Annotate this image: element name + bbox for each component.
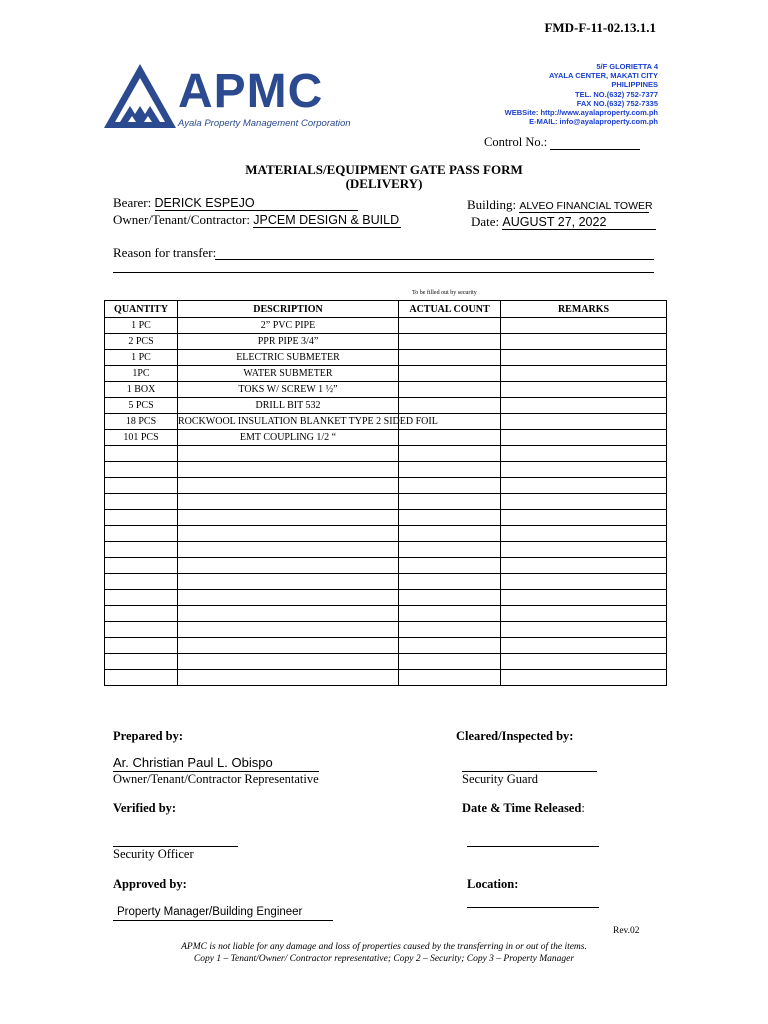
address-line: FAX NO.(632) 752-7335 (576, 98, 658, 108)
remarks-cell[interactable] (501, 622, 667, 638)
description-cell[interactable] (178, 462, 399, 478)
actual-count-cell[interactable] (399, 462, 501, 478)
bearer-field (113, 195, 358, 211)
actual-count-cell[interactable] (399, 478, 501, 494)
remarks-cell[interactable] (501, 558, 667, 574)
description-cell[interactable] (178, 590, 399, 606)
remarks-cell[interactable] (501, 478, 667, 494)
company-address (505, 62, 658, 126)
table-row (105, 350, 667, 366)
building-field (467, 197, 653, 213)
revision: Rev.02 (613, 926, 640, 936)
date-label: Date: (471, 214, 500, 229)
date-value[interactable]: AUGUST 27, 2022 (502, 215, 656, 230)
quantity-cell[interactable] (105, 590, 178, 606)
table-row (105, 638, 667, 654)
remarks-cell[interactable] (501, 606, 667, 622)
remarks-cell[interactable] (501, 398, 667, 414)
actual-count-cell[interactable] (399, 350, 501, 366)
bearer-value[interactable]: DERICK ESPEJO (155, 196, 358, 211)
quantity-cell[interactable] (105, 622, 178, 638)
quantity-cell[interactable]: 1PC (105, 366, 178, 382)
actual-count-cell[interactable] (399, 382, 501, 398)
quantity-cell[interactable] (105, 574, 178, 590)
column-header-actual-count: ACTUAL COUNT (399, 301, 501, 318)
description-cell[interactable]: 2” PVC PIPE (178, 318, 399, 334)
description-cell[interactable] (178, 670, 399, 686)
quantity-cell[interactable] (105, 654, 178, 670)
table-row (105, 590, 667, 606)
datetime-signature-line[interactable] (467, 846, 599, 847)
prepared-role: Owner/Tenant/Contractor Representative (113, 772, 319, 786)
table-row (105, 574, 667, 590)
apmc-logo-icon (102, 62, 178, 130)
actual-count-cell[interactable] (399, 366, 501, 382)
column-header-description: DESCRIPTION (178, 301, 399, 318)
actual-count-cell[interactable] (399, 622, 501, 638)
table-row (105, 334, 667, 350)
actual-count-cell[interactable] (399, 526, 501, 542)
actual-count-cell[interactable] (399, 558, 501, 574)
date-field (471, 214, 656, 230)
owner-label: Owner/Tenant/Contractor: (113, 212, 250, 227)
description-cell[interactable] (178, 494, 399, 510)
table-row (105, 414, 667, 430)
quantity-cell[interactable]: 101 PCS (105, 430, 178, 446)
actual-count-cell[interactable] (399, 654, 501, 670)
table-row (105, 382, 667, 398)
actual-count-cell[interactable] (399, 574, 501, 590)
description-cell[interactable] (178, 606, 399, 622)
table-row (105, 494, 667, 510)
remarks-cell[interactable] (501, 542, 667, 558)
title-line-1: MATERIALS/EQUIPMENT GATE PASS FORM (245, 162, 523, 177)
column-header-remarks: REMARKS (501, 301, 667, 318)
verified-by-label: Verified by: (113, 801, 177, 815)
table-row (105, 526, 667, 542)
remarks-cell[interactable] (501, 526, 667, 542)
table-row (105, 398, 667, 414)
remarks-cell[interactable] (501, 446, 667, 462)
datetime-released-label (462, 801, 585, 816)
quantity-cell[interactable] (105, 510, 178, 526)
table-row (105, 430, 667, 446)
description-cell[interactable] (178, 526, 399, 542)
address-line: TEL. NO.(632) 752-7377 (575, 89, 658, 99)
quantity-cell[interactable] (105, 462, 178, 478)
building-value[interactable]: ALVEO FINANCIAL TOWER (519, 200, 653, 212)
actual-count-cell[interactable] (399, 606, 501, 622)
table-row (105, 654, 667, 670)
description-cell[interactable]: ELECTRIC SUBMETER (178, 350, 399, 366)
table-header-row (105, 301, 667, 318)
actual-count-cell[interactable] (399, 430, 501, 446)
control-number (484, 135, 640, 150)
actual-count-cell[interactable] (399, 318, 501, 334)
description-cell[interactable]: TOKS W/ SCREW 1 ½” (178, 382, 399, 398)
remarks-cell[interactable] (501, 670, 667, 686)
form-code: FMD-F-11-02.13.1.1 (544, 20, 656, 35)
remarks-cell[interactable] (501, 654, 667, 670)
approved-by-label: Approved by: (113, 877, 187, 891)
remarks-cell[interactable] (501, 366, 667, 382)
building-label: Building: (467, 197, 517, 212)
address-line: PHILIPPINES (611, 80, 658, 90)
prepared-by-label: Prepared by: (113, 729, 184, 743)
cleared-role: Security Guard (462, 772, 539, 786)
description-cell[interactable] (178, 478, 399, 494)
table-row (105, 318, 667, 334)
quantity-cell[interactable] (105, 478, 178, 494)
address-line: WEBSite: http://www.ayalaproperty.com.ph (504, 108, 658, 118)
description-cell[interactable] (178, 558, 399, 574)
actual-count-cell[interactable] (399, 542, 501, 558)
description-cell[interactable] (178, 622, 399, 638)
remarks-cell[interactable] (501, 334, 667, 350)
quantity-cell[interactable]: 1 PC (105, 318, 178, 334)
reason-line-1[interactable] (215, 259, 654, 260)
remarks-cell[interactable] (501, 382, 667, 398)
actual-count-cell[interactable] (399, 398, 501, 414)
remarks-cell[interactable] (501, 494, 667, 510)
remarks-cell[interactable] (501, 462, 667, 478)
remarks-cell[interactable] (501, 638, 667, 654)
description-cell[interactable] (178, 638, 399, 654)
table-row (105, 366, 667, 382)
security-note: To be filled out by security (412, 290, 477, 296)
description-cell[interactable] (178, 542, 399, 558)
quantity-cell[interactable]: 1 PC (105, 350, 178, 366)
quantity-cell[interactable]: 18 PCS (105, 414, 178, 430)
verified-role: Security Officer (113, 847, 194, 861)
approved-signature-line[interactable] (113, 920, 333, 921)
table-row (105, 462, 667, 478)
remarks-cell[interactable] (501, 414, 667, 430)
description-cell[interactable] (178, 574, 399, 590)
owner-value[interactable]: JPCEM DESIGN & BUILD (253, 213, 401, 228)
approved-role: Property Manager/Building Engineer (117, 906, 303, 918)
table-row (105, 606, 667, 622)
address-line: E-MAIL: info@ayalaproperty.com.ph (529, 117, 658, 127)
table-row (105, 478, 667, 494)
description-cell[interactable] (178, 654, 399, 670)
description-cell[interactable] (178, 446, 399, 462)
prepared-by-name[interactable]: Ar. Christian Paul L. Obispo (113, 755, 273, 770)
quantity-cell[interactable] (105, 670, 178, 686)
items-table (104, 300, 667, 686)
actual-count-cell[interactable] (399, 638, 501, 654)
quantity-cell[interactable] (105, 494, 178, 510)
description-cell[interactable]: EMT COUPLING 1/2 “ (178, 430, 399, 446)
actual-count-cell[interactable] (399, 590, 501, 606)
remarks-cell[interactable] (501, 574, 667, 590)
reason-label: Reason for transfer: (113, 245, 217, 260)
address-line: AYALA CENTER, MAKATI CITY (548, 71, 658, 81)
remarks-cell[interactable] (501, 318, 667, 334)
actual-count-cell[interactable] (399, 334, 501, 350)
table-row (105, 542, 667, 558)
address-line: 5/F GLORIETTA 4 (596, 62, 658, 71)
form-title (0, 163, 768, 191)
actual-count-cell[interactable] (399, 510, 501, 526)
actual-count-cell[interactable] (399, 670, 501, 686)
empty-rows (105, 446, 667, 686)
control-number-field[interactable] (550, 137, 640, 150)
control-label: Control No.: (484, 135, 548, 149)
remarks-cell[interactable] (501, 350, 667, 366)
table-row (105, 670, 667, 686)
reason-field (113, 245, 216, 261)
company-abbr: APMC (178, 65, 324, 118)
quantity-cell[interactable]: 2 PCS (105, 334, 178, 350)
bearer-label: Bearer: (113, 195, 152, 210)
actual-count-cell[interactable] (399, 494, 501, 510)
description-cell[interactable]: ROCKWOOL INSULATION BLANKET TYPE 2 SIDED FOIL (178, 414, 399, 430)
column-header-quantity: QUANTITY (105, 301, 178, 318)
quantity-cell[interactable] (105, 526, 178, 542)
description-cell[interactable]: DRILL BIT 532 (178, 398, 399, 414)
owner-field (113, 212, 401, 228)
location-label: Location: (467, 877, 519, 891)
quantity-cell[interactable] (105, 606, 178, 622)
datetime-released-text: Date & Time Released (462, 801, 582, 815)
remarks-cell[interactable] (501, 510, 667, 526)
table-row (105, 622, 667, 638)
remarks-cell[interactable] (501, 430, 667, 446)
quantity-cell[interactable]: 5 PCS (105, 398, 178, 414)
quantity-cell[interactable] (105, 558, 178, 574)
location-line[interactable] (467, 907, 599, 908)
quantity-cell[interactable] (105, 638, 178, 654)
remarks-cell[interactable] (501, 590, 667, 606)
company-name: Ayala Property Management Corporation (178, 118, 351, 129)
cleared-by-label: Cleared/Inspected by: (456, 729, 574, 743)
datetime-colon: : (581, 801, 585, 815)
reason-line-2[interactable] (113, 272, 654, 273)
quantity-cell[interactable] (105, 446, 178, 462)
description-cell[interactable] (178, 510, 399, 526)
description-cell[interactable]: PPR PIPE 3/4” (178, 334, 399, 350)
title-line-2: (DELIVERY) (345, 176, 423, 191)
quantity-cell[interactable] (105, 542, 178, 558)
description-cell[interactable]: WATER SUBMETER (178, 366, 399, 382)
quantity-cell[interactable]: 1 BOX (105, 382, 178, 398)
table-row (105, 446, 667, 462)
table-row (105, 510, 667, 526)
copy-distribution: Copy 1 – Tenant/Owner/ Contractor representative; Copy 2 – Security; Copy 3 – Property Manager (193, 954, 575, 964)
table-row (105, 558, 667, 574)
disclaimer: APMC is not liable for any damage and loss of properties caused by the transferring in or out of the items. (181, 942, 587, 952)
actual-count-cell[interactable] (399, 446, 501, 462)
